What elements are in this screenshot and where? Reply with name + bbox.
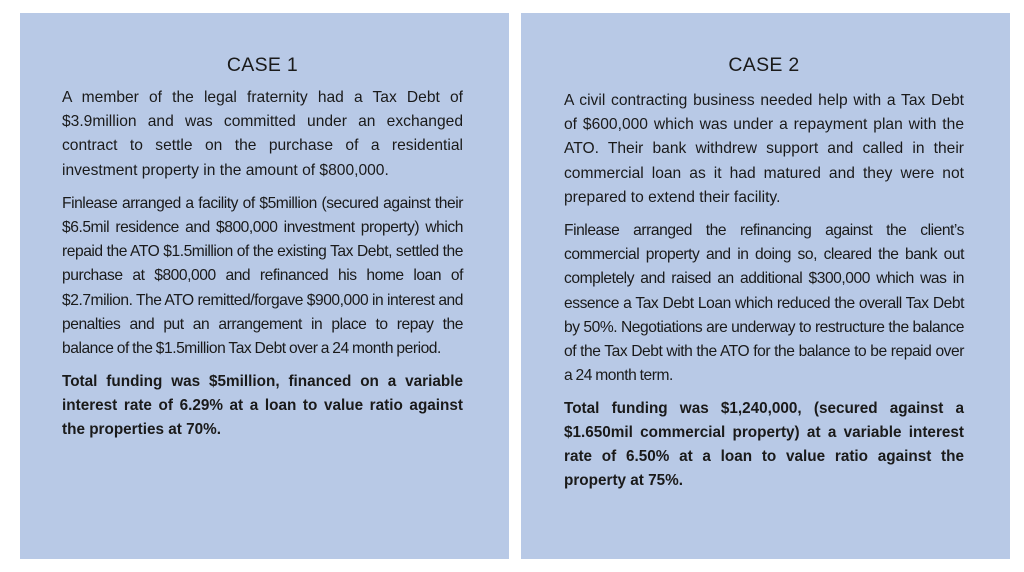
case-1-paragraph-2: Finlease arranged a facility of $5million (secured against their $6.5mil residence and $800,000 investment property) which repaid the ATO $1.5million of the existing Tax Debt, settled the purchase at $800,000 and refinanced his home loan of $2.7milion. The ATO remitted/forgave $900,000 in interest and penalties and put an arrangement in place to repay the balance of the $1.5million Tax Debt over a 24 month period. [62,194,463,358]
case-2-panel [521,13,1010,559]
case-2-paragraph-1: A civil contracting business needed help with a Tax Debt of $600,000 which was under a repayment plan with the ATO. Their bank withdrew support and called in their commercial loan as it had matured and they were not prepared to extend their facility. [564,92,964,206]
case-2-summary: Total funding was $1,240,000, (secured against a $1.650mil commercial property) at a variable interest rate of 6.50% at a loan to value ratio against the property at 75%. [564,400,964,490]
case-1-summary: Total funding was $5million, financed on a variable interest rate of 6.29% at a loan to value ratio against the properties at 70%. [62,373,463,439]
case-1-paragraph-1: A member of the legal fraternity had a Tax Debt of $3.9million and was committed under an exchanged contract to settle on the purchase of a residential investment property in the amount of $800,000. [62,89,463,179]
case-2-paragraph-2: Finlease arranged the refinancing against the client’s commercial property and in doing so, cleared the bank out completely and raised an additional $300,000 which was in essence a Tax Debt Loan which reduced the overall Tax Debt by 50%. Negotiations are underway to restructure the balance of the Tax Debt with the ATO for the balance to be repaid over a 24 month term. [564,222,964,385]
case-2-title: CASE 2 [728,54,800,76]
case-1-title: CASE 1 [226,54,299,76]
case-1-panel [20,13,509,559]
